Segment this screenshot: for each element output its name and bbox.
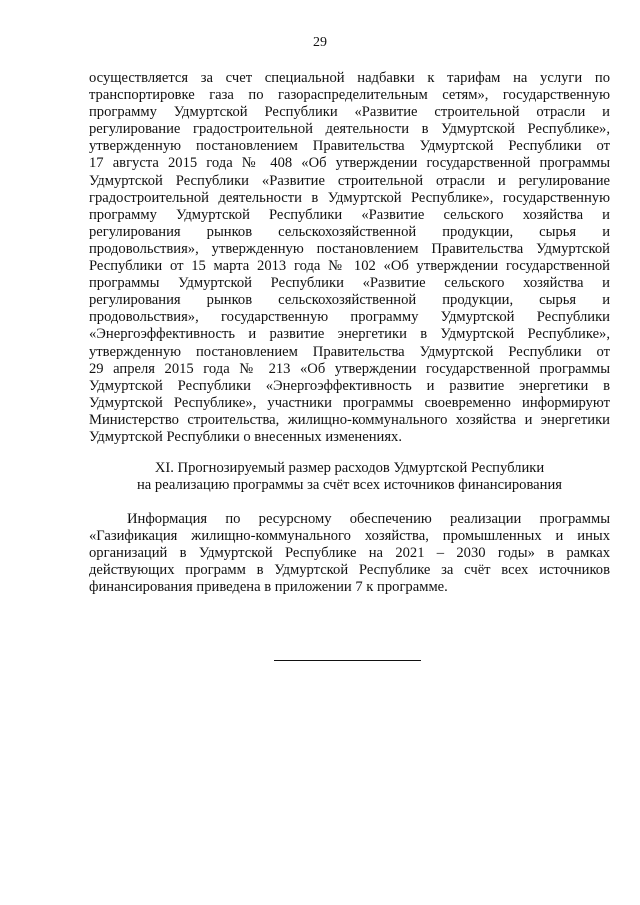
section-heading-line: на реализацию программы за счёт всех источников финансирования — [137, 477, 562, 494]
text-line: «Газификация жилищно-коммунального хозяйства, промышленных и иных — [89, 528, 610, 545]
text-line: продовольствия», государственную программу Удмуртской Республики — [89, 309, 610, 326]
paragraph-resource-info — [89, 511, 610, 596]
text-line: Удмуртской Республики «Развитие строительной отрасли и регулирование — [89, 172, 610, 189]
paragraph-gas-programs — [89, 70, 610, 446]
text-line: утвержденную постановлением Правительства Удмуртской Республики от — [89, 138, 610, 155]
text-line: регулирования рынков сельскохозяйственной продукции, сырья и — [89, 292, 610, 309]
text-line: организаций в Удмуртской Республике на 2021 – 2030 годы» в рамках — [89, 545, 610, 562]
text-line: Удмуртской Республики «Энергоэффективность и развитие энергетики в — [89, 377, 610, 394]
text-line: 29 апреля 2015 года № 213 «Об утверждении государственной программы — [89, 360, 610, 377]
text-line: градостроительной деятельности в Удмуртской Республике», государственную — [89, 189, 610, 206]
text-line: действующих программ в Удмуртской Республике за счёт всех источников — [89, 562, 610, 579]
text-line: программы Удмуртской Республики «Развитие сельского хозяйства и — [89, 275, 610, 292]
end-of-document-rule — [274, 660, 421, 661]
section-heading-line: XI. Прогнозируемый размер расходов Удмуртской Республики — [154, 460, 545, 476]
text-line: Удмуртской Республике», участники программы своевременно информируют — [89, 394, 610, 411]
text-line: регулирования рынков сельскохозяйственной продукции, сырья и — [89, 223, 610, 240]
text-line: 17 августа 2015 года № 408 «Об утверждении государственной программы — [89, 155, 610, 172]
text-line: транспортировке газа по газораспределительным сетям», государственную — [89, 87, 610, 104]
page-number: 29 — [313, 35, 327, 50]
text-line: Министерство строительства, жилищно-коммунального хозяйства и энергетики — [89, 411, 610, 428]
text-line: Удмуртской Республики о внесенных изменениях. — [89, 428, 402, 445]
text-line: программу Удмуртской Республики «Развитие сельского хозяйства и — [89, 206, 610, 223]
text-line: утвержденную постановлением Правительства Удмуртской Республики от — [89, 343, 610, 360]
text-line: продовольствия», утвержденную постановлением Правительства Удмуртской — [89, 240, 610, 257]
text-line: Республики от 15 марта 2013 года № 102 «Об утверждении государственной — [89, 258, 610, 275]
text-line: осуществляется за счет специальной надбавки к тарифам на услуги по — [89, 70, 610, 86]
text-line: «Энергоэффективность и развитие энергетики в Удмуртской Республике», — [89, 326, 610, 343]
text-line: программу Удмуртской Республики «Развитие строительной отрасли и — [89, 104, 610, 121]
text-line: Информация по ресурсному обеспечению реализации программы — [127, 511, 610, 527]
text-line: регулирование градостроительной деятельности в Удмуртской Республике», — [89, 121, 610, 138]
section-heading — [89, 460, 610, 494]
text-line: финансирования приведена в приложении 7 к программе. — [89, 579, 448, 596]
